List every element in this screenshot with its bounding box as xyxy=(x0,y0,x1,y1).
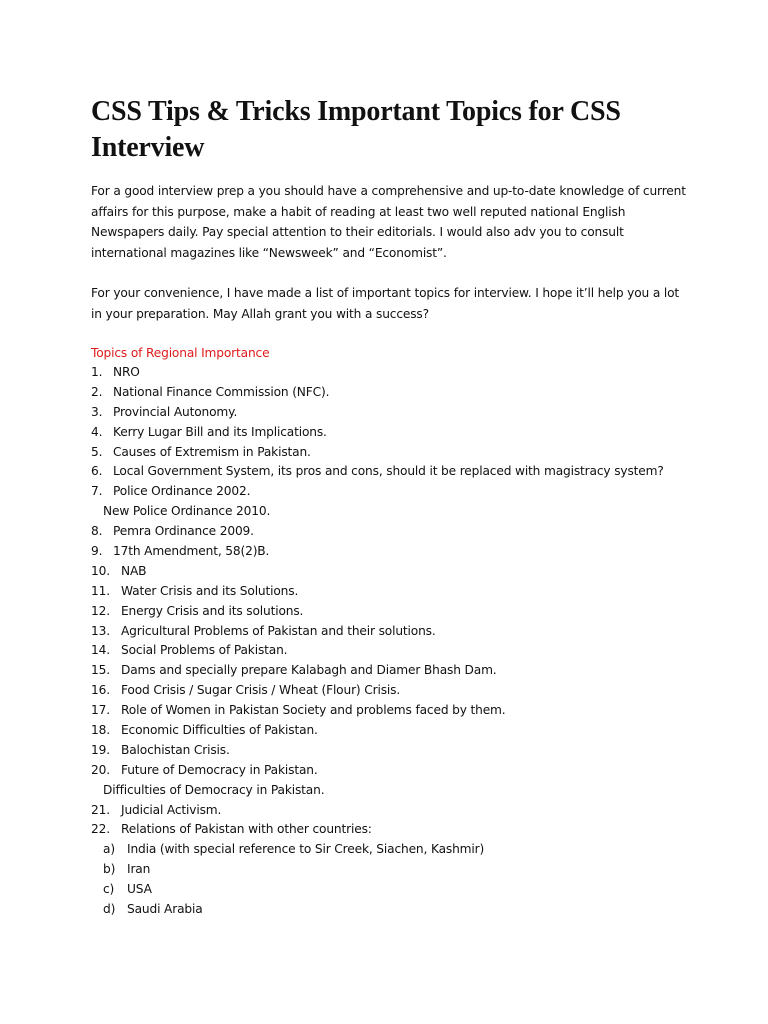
list-item xyxy=(91,622,691,642)
list-item-number: d) xyxy=(103,902,116,917)
list-item xyxy=(91,741,691,761)
list-item xyxy=(91,602,691,622)
list-item-text: Pemra Ordinance 2009. xyxy=(113,524,254,539)
list-item-number: 13. xyxy=(91,623,110,638)
list-item xyxy=(91,522,691,542)
list-item-text: Food Crisis / Sugar Crisis / Wheat (Flour) Crisis. xyxy=(121,683,401,698)
list-item-text: National Finance Commission (NFC). xyxy=(113,384,330,399)
list-item-number: 15. xyxy=(91,663,110,678)
sub-list-item xyxy=(91,840,691,860)
list-item-text: Relations of Pakistan with other countries: xyxy=(121,822,372,837)
list-item-number: 17. xyxy=(91,703,110,718)
list-item xyxy=(91,383,691,403)
list-item-text: Agricultural Problems of Pakistan and their solutions. xyxy=(121,623,436,638)
list-item-text: New Police Ordinance 2010. xyxy=(103,504,271,519)
list-item-text: Provincial Autonomy. xyxy=(113,404,238,419)
list-item-text: Causes of Extremism in Pakistan. xyxy=(113,444,311,459)
topic-list xyxy=(91,363,691,920)
list-item xyxy=(91,721,691,741)
list-item-text: Dams and specially prepare Kalabagh and Diamer Bhash Dam. xyxy=(121,663,497,678)
list-item-number: 1. xyxy=(91,365,103,379)
list-item xyxy=(91,462,691,482)
list-item xyxy=(91,820,691,840)
list-item xyxy=(91,701,691,721)
list-item-number: 6. xyxy=(91,464,103,479)
list-item-text: NAB xyxy=(121,563,147,578)
list-item xyxy=(91,781,691,801)
list-item-number: 14. xyxy=(91,643,110,658)
list-item-text: Balochistan Crisis. xyxy=(121,742,230,757)
list-item xyxy=(91,661,691,681)
list-item xyxy=(91,363,691,383)
list-item-text: Economic Difficulties of Pakistan. xyxy=(121,723,318,738)
list-item-text: Social Problems of Pakistan. xyxy=(121,643,288,658)
list-item xyxy=(91,801,691,821)
list-item xyxy=(91,681,691,701)
list-item-number: 21. xyxy=(91,802,110,817)
list-item-number: 7. xyxy=(91,484,103,499)
list-item-number: 16. xyxy=(91,683,110,698)
list-item xyxy=(91,423,691,443)
list-item-text: Role of Women in Pakistan Society and problems faced by them. xyxy=(121,703,506,718)
sub-list-item xyxy=(91,860,691,880)
page-title: CSS Tips & Tricks Important Topics for CSS Interview xyxy=(91,96,621,163)
list-item-number: 9. xyxy=(91,544,103,559)
list-item-text: Kerry Lugar Bill and its Implications. xyxy=(113,424,327,439)
list-item-text: 17th Amendment, 58(2)B. xyxy=(113,544,270,559)
list-item-text: Judicial Activism. xyxy=(121,802,222,817)
convenience-paragraph: For your convenience, I have made a list of important topics for interview. I hope it’ll help you a lot in your preparation. May Allah grant you with a success? xyxy=(91,286,680,321)
list-item-number: 10. xyxy=(91,563,110,578)
section-heading: Topics of Regional Importance xyxy=(91,346,270,360)
list-item-number: a) xyxy=(103,842,115,857)
list-item-text: Saudi Arabia xyxy=(127,902,203,917)
list-item xyxy=(91,403,691,423)
list-item xyxy=(91,443,691,463)
list-item-number: 22. xyxy=(91,822,110,837)
list-item-number: b) xyxy=(103,862,116,877)
list-item-number: 2. xyxy=(91,384,103,399)
list-item xyxy=(91,641,691,661)
list-item-text: Difficulties of Democracy in Pakistan. xyxy=(103,782,325,797)
list-item-text: Local Government System, its pros and cons, should it be replaced with magistracy system? xyxy=(113,464,664,479)
list-item-number: 12. xyxy=(91,603,110,618)
sub-list-item xyxy=(91,880,691,900)
list-item xyxy=(91,562,691,582)
list-item-text: India (with special reference to Sir Creek, Siachen, Kashmir) xyxy=(127,842,485,857)
list-item-text: Police Ordinance 2002. xyxy=(113,484,251,499)
list-item-number: 3. xyxy=(91,404,103,419)
sub-list-item xyxy=(91,900,691,920)
list-item-number: 5. xyxy=(91,444,103,459)
list-item-number: 19. xyxy=(91,742,110,757)
list-item xyxy=(91,542,691,562)
list-item-text: Iran xyxy=(127,862,151,877)
list-item-text: NRO xyxy=(113,365,140,379)
list-item-text: Water Crisis and its Solutions. xyxy=(121,583,299,598)
list-item-text: Future of Democracy in Pakistan. xyxy=(121,762,318,777)
list-item-number: 11. xyxy=(91,583,110,598)
list-item-number: c) xyxy=(103,882,115,897)
list-item xyxy=(91,761,691,781)
intro-paragraph: For a good interview prep a you should have a comprehensive and up-to-date knowledge of current affairs for this purpose, make a habit of reading at least two well reputed national English Newspapers daily. Pay special attention to their editorials. I would also adv you to consult international magazines like “Newsweek” and “Economist”. xyxy=(91,184,686,260)
list-item-number: 18. xyxy=(91,723,110,738)
list-item xyxy=(91,582,691,602)
list-item-text: USA xyxy=(127,882,152,897)
list-item-number: 4. xyxy=(91,424,103,439)
list-item xyxy=(91,502,691,522)
list-item-text: Energy Crisis and its solutions. xyxy=(121,603,304,618)
list-item xyxy=(91,482,691,502)
list-item-number: 20. xyxy=(91,762,110,777)
document-page xyxy=(91,94,691,920)
list-item-number: 8. xyxy=(91,524,103,539)
